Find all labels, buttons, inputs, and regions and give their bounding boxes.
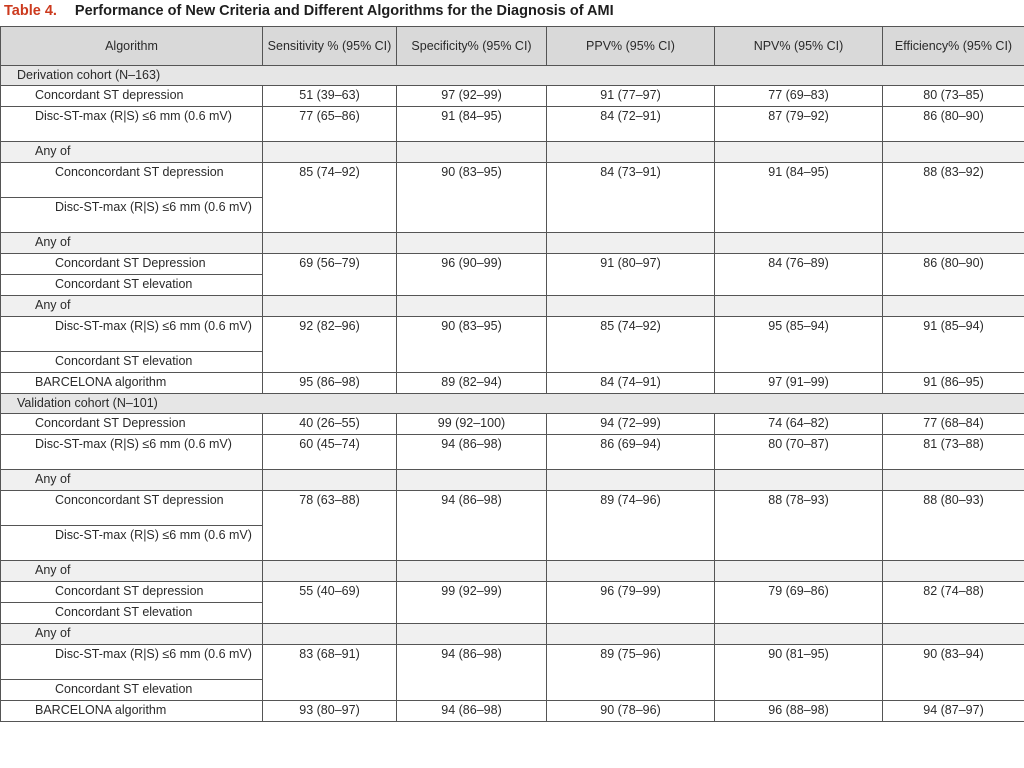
sensitivity-value: 92 (82–96): [263, 317, 397, 373]
table-row: [1, 582, 1024, 603]
ppv-value: 89 (74–96): [547, 491, 715, 561]
criterion-name: Concordant ST depression: [1, 582, 263, 603]
specificity-value: 99 (92–100): [397, 414, 547, 435]
efficiency-value: 88 (83–92): [883, 163, 1024, 233]
sensitivity-value: 55 (40–69): [263, 582, 397, 624]
cohort-label: Derivation cohort (N–163): [1, 66, 1024, 86]
table-row: [1, 435, 1024, 470]
criterion-name: Concordant ST elevation: [1, 352, 263, 373]
any-of-label: Any of: [1, 624, 263, 645]
efficiency-value: 86 (80–90): [883, 254, 1024, 296]
npv-value: 91 (84–95): [715, 163, 883, 233]
table-row: [1, 254, 1024, 275]
criterion-name: Disc-ST-max (R|S) ≤6 mm (0.6 mV): [1, 317, 263, 352]
algorithm-name: Concordant ST depression: [1, 86, 263, 107]
ppv-value: 91 (77–97): [547, 86, 715, 107]
header-row: [1, 27, 1024, 66]
algorithm-name: BARCELONA algorithm: [1, 701, 263, 722]
specificity-value: 94 (86–98): [397, 701, 547, 722]
sensitivity-value: 85 (74–92): [263, 163, 397, 233]
npv-value: 96 (88–98): [715, 701, 883, 722]
efficiency-value: 90 (83–94): [883, 645, 1024, 701]
specificity-value: 99 (92–99): [397, 582, 547, 624]
specificity-value: 94 (86–98): [397, 645, 547, 701]
specificity-value: 91 (84–95): [397, 107, 547, 142]
criterion-name: Concordant ST elevation: [1, 275, 263, 296]
npv-value: 90 (81–95): [715, 645, 883, 701]
header-ppv: PPV% (95% CI): [547, 27, 715, 66]
specificity-value: 90 (83–95): [397, 317, 547, 373]
table-row: [1, 163, 1024, 198]
table-row: [1, 491, 1024, 526]
table-caption: [4, 1, 614, 23]
any-of-row: [1, 561, 1024, 582]
npv-value: 79 (69–86): [715, 582, 883, 624]
any-of-label: Any of: [1, 470, 263, 491]
criterion-name: Disc-ST-max (R|S) ≤6 mm (0.6 mV): [1, 526, 263, 561]
table-row: [1, 86, 1024, 107]
ppv-value: 89 (75–96): [547, 645, 715, 701]
specificity-value: 90 (83–95): [397, 163, 547, 233]
specificity-value: 97 (92–99): [397, 86, 547, 107]
efficiency-value: 88 (80–93): [883, 491, 1024, 561]
header-npv: NPV% (95% CI): [715, 27, 883, 66]
header-algorithm: Algorithm: [1, 27, 263, 66]
criterion-name: Conconcordant ST depression: [1, 163, 263, 198]
table-title: Performance of New Criteria and Different Algorithms for the Diagnosis of AMI: [74, 3, 614, 19]
criterion-name: Concordant ST elevation: [1, 603, 263, 624]
npv-value: 88 (78–93): [715, 491, 883, 561]
header-sensitivity: Sensitivity % (95% CI): [263, 27, 397, 66]
any-of-label: Any of: [1, 561, 263, 582]
header-specificity: Specificity% (95% CI): [397, 27, 547, 66]
sensitivity-value: 83 (68–91): [263, 645, 397, 701]
sensitivity-value: 77 (65–86): [263, 107, 397, 142]
any-of-row: [1, 470, 1024, 491]
npv-value: 80 (70–87): [715, 435, 883, 470]
table-row: [1, 317, 1024, 352]
any-of-row: [1, 296, 1024, 317]
ppv-value: 86 (69–94): [547, 435, 715, 470]
npv-value: 87 (79–92): [715, 107, 883, 142]
any-of-label: Any of: [1, 142, 263, 163]
sensitivity-value: 78 (63–88): [263, 491, 397, 561]
cohort-header-row: [1, 394, 1024, 414]
criterion-name: Conconcordant ST depression: [1, 491, 263, 526]
table-row: [1, 414, 1024, 435]
npv-value: 95 (85–94): [715, 317, 883, 373]
npv-value: 84 (76–89): [715, 254, 883, 296]
npv-value: 97 (91–99): [715, 373, 883, 394]
results-table: [0, 26, 1024, 722]
ppv-value: 94 (72–99): [547, 414, 715, 435]
table-row: [1, 373, 1024, 394]
any-of-label: Any of: [1, 296, 263, 317]
header-efficiency: Efficiency% (95% CI): [883, 27, 1024, 66]
sensitivity-value: 93 (80–97): [263, 701, 397, 722]
criterion-name: Concordant ST elevation: [1, 680, 263, 701]
any-of-row: [1, 142, 1024, 163]
sensitivity-value: 69 (56–79): [263, 254, 397, 296]
criterion-name: Disc-ST-max (R|S) ≤6 mm (0.6 mV): [1, 645, 263, 680]
ppv-value: 84 (72–91): [547, 107, 715, 142]
ppv-value: 96 (79–99): [547, 582, 715, 624]
sensitivity-value: 95 (86–98): [263, 373, 397, 394]
table-row: [1, 701, 1024, 722]
cohort-header-row: [1, 66, 1024, 86]
ppv-value: 91 (80–97): [547, 254, 715, 296]
table-row: [1, 645, 1024, 680]
ppv-value: 84 (74–91): [547, 373, 715, 394]
cohort-label: Validation cohort (N–101): [1, 394, 1024, 414]
sensitivity-value: 40 (26–55): [263, 414, 397, 435]
any-of-row: [1, 624, 1024, 645]
efficiency-value: 82 (74–88): [883, 582, 1024, 624]
algorithm-name: Concordant ST Depression: [1, 414, 263, 435]
efficiency-value: 91 (86–95): [883, 373, 1024, 394]
table-label: Table 4.: [4, 3, 57, 19]
specificity-value: 94 (86–98): [397, 491, 547, 561]
sensitivity-value: 60 (45–74): [263, 435, 397, 470]
criterion-name: Concordant ST Depression: [1, 254, 263, 275]
efficiency-value: 77 (68–84): [883, 414, 1024, 435]
any-of-label: Any of: [1, 233, 263, 254]
npv-value: 74 (64–82): [715, 414, 883, 435]
any-of-row: [1, 233, 1024, 254]
algorithm-name: BARCELONA algorithm: [1, 373, 263, 394]
specificity-value: 96 (90–99): [397, 254, 547, 296]
efficiency-value: 91 (85–94): [883, 317, 1024, 373]
efficiency-value: 80 (73–85): [883, 86, 1024, 107]
efficiency-value: 86 (80–90): [883, 107, 1024, 142]
table-row: [1, 107, 1024, 142]
specificity-value: 89 (82–94): [397, 373, 547, 394]
ppv-value: 84 (73–91): [547, 163, 715, 233]
sensitivity-value: 51 (39–63): [263, 86, 397, 107]
algorithm-name: Disc-ST-max (R|S) ≤6 mm (0.6 mV): [1, 435, 263, 470]
ppv-value: 85 (74–92): [547, 317, 715, 373]
efficiency-value: 94 (87–97): [883, 701, 1024, 722]
algorithm-name: Disc-ST-max (R|S) ≤6 mm (0.6 mV): [1, 107, 263, 142]
efficiency-value: 81 (73–88): [883, 435, 1024, 470]
specificity-value: 94 (86–98): [397, 435, 547, 470]
criterion-name: Disc-ST-max (R|S) ≤6 mm (0.6 mV): [1, 198, 263, 233]
ppv-value: 90 (78–96): [547, 701, 715, 722]
npv-value: 77 (69–83): [715, 86, 883, 107]
